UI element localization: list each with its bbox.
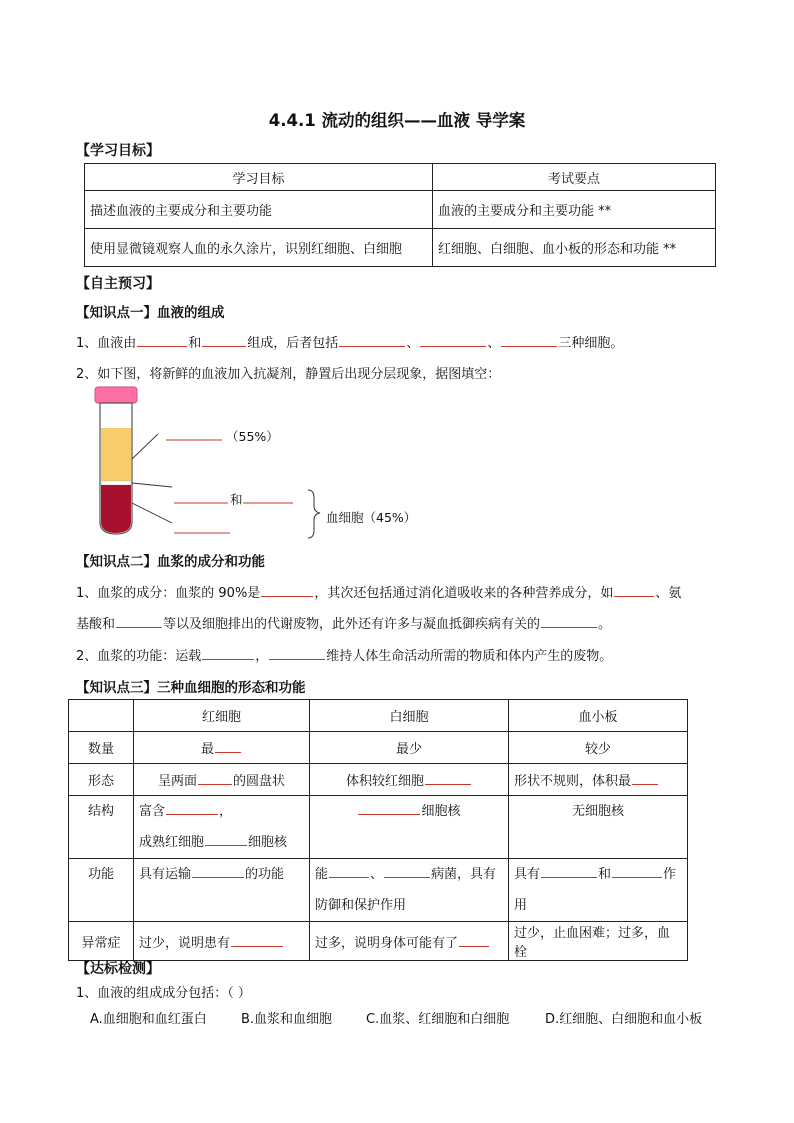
fill-blank[interactable] [205,834,247,846]
fill-blank[interactable] [329,866,369,878]
option-b[interactable]: B.血浆和血细胞 [241,1012,333,1027]
goals-cell: 红细胞、白细胞、血小板的形态和功能 ** [433,229,716,267]
plasma-percent-label: （55%） [226,429,279,444]
header-wbc: 白细胞 [310,700,509,732]
fill-blank[interactable] [614,585,654,597]
fill-blank[interactable] [384,866,430,878]
structure-rbc: 富含 ， 成熟红细胞 细胞核 [134,796,310,859]
fill-blank[interactable] [231,935,283,947]
section-goals-heading: 【学习目标】 [76,143,160,159]
structure-platelet: 无细胞核 [509,796,688,859]
buffy-coat-layer [101,481,131,485]
fill-blank[interactable] [459,935,489,947]
fill-blank[interactable] [202,335,246,347]
check-question-1: 1、血液的组成成分包括：（ ） [76,986,251,1001]
corner-cell [69,700,134,732]
fill-blank[interactable] [501,335,557,347]
fill-blank[interactable] [541,866,597,878]
kp2-question-1-line-2: 基酸和 等以及细胞排出的代谢废物，此外还有许多与凝血抵御疾病有关的 。 [76,617,612,632]
fill-blank[interactable] [425,773,471,785]
tube-cap [95,387,137,403]
header-rbc: 红细胞 [134,700,310,732]
goals-header-exam: 考试要点 [433,164,716,191]
leader-line [132,503,172,523]
function-platelet: 具有 和 作 用 [509,859,688,922]
function-wbc: 能 、 病菌，具有 防御和保护作用 [310,859,509,922]
table-row [85,164,716,191]
leader-line [132,434,158,459]
fill-blank[interactable] [632,773,658,785]
goals-cell: 描述血液的主要成分和主要功能 [85,191,433,229]
fill-blank[interactable] [202,648,254,660]
section-preview-heading: 【自主预习】 [76,276,160,292]
goals-cell: 使用显微镜观察人血的永久涂片，识别红细胞、白细胞 [85,229,433,267]
table-row [69,922,688,961]
kp2-question-1-line-1: 1、血浆的成分：血浆的 90%是 ，其次还包括通过消化道吸收来的各种营养成分，如 、氨 [76,586,682,601]
fill-blank[interactable] [339,335,405,347]
function-rbc: 具有运输 的功能 [134,859,310,922]
row-label-shape: 形态 [69,764,134,796]
option-a[interactable]: A.血细胞和血红蛋白 [90,1012,207,1027]
table-row [69,700,688,732]
abnormal-wbc: 过多，说明身体可能有了 [310,922,509,961]
kp1-heading: 【知识点一】血液的组成 [76,305,225,321]
structure-wbc: 细胞核 [310,796,509,859]
option-c[interactable]: C.血浆、红细胞和白细胞 [366,1012,510,1027]
row-label-count: 数量 [69,732,134,764]
test-tube-figure [90,382,350,542]
abnormal-platelet: 过少，止血困难；过多，血栓 [509,922,688,961]
table-row [69,764,688,796]
goals-header-target: 学习目标 [85,164,433,191]
kp2-question-2: 2、血浆的功能：运载 ， 维持人体生命活动所需的物质和体内产生的废物。 [76,649,613,664]
row-label-structure: 结构 [69,796,134,859]
fill-blank[interactable] [192,866,244,878]
shape-wbc: 体积较红细胞 [310,764,509,796]
fill-blank[interactable] [166,803,218,815]
row-label-abnormal: 异常症 [69,922,134,961]
abnormal-rbc: 过少，说明患有 [134,922,310,961]
count-rbc: 最 [134,732,310,764]
shape-rbc: 呈两面 的圆盘状 [134,764,310,796]
fill-blank[interactable] [358,803,420,815]
kp3-heading: 【知识点三】三种血细胞的形态和功能 [76,680,306,696]
option-d[interactable]: D.红细胞、白细胞和血小板 [545,1012,703,1027]
bracket [308,490,320,538]
blood-cells-table [68,699,688,961]
table-row [69,796,688,859]
count-platelet: 较少 [509,732,688,764]
table-row [69,732,688,764]
kp1-question-2: 2、如下图，将新鲜的血液加入抗凝剂，静置后出现分层现象，据图填空： [76,367,501,382]
fill-blank[interactable] [116,616,162,628]
leader-line [132,483,172,487]
plasma-layer [101,428,131,482]
kp1-question-1: 1、血液由 和 组成，后者包括 、 、 三种细胞。 [76,336,624,351]
row-label-function: 功能 [69,859,134,922]
header-platelet: 血小板 [509,700,688,732]
fill-blank[interactable] [261,585,313,597]
kp2-heading: 【知识点二】血浆的成分和功能 [76,554,265,570]
fill-blank[interactable] [215,741,241,753]
goals-cell: 血液的主要成分和主要功能 ** [433,191,716,229]
fill-blank[interactable] [269,648,325,660]
section-check-heading: 【达标检测】 [76,961,160,977]
shape-platelet: 形状不规则，体积最 [509,764,688,796]
fill-blank[interactable] [420,335,486,347]
blood-cells-percent-label: 血细胞（45%） [326,510,417,525]
red-cell-layer [101,485,131,533]
fill-blank[interactable] [137,335,187,347]
fill-blank[interactable] [612,866,662,878]
page-title: 4.4.1 流动的组织——血液 导学案 [268,111,526,130]
fill-blank[interactable] [198,773,232,785]
and-label: 和 [230,492,243,507]
table-row [69,859,688,922]
table-row [85,191,716,229]
goals-table [84,163,716,267]
count-wbc: 最少 [310,732,509,764]
fill-blank[interactable] [541,616,597,628]
table-row [85,229,716,267]
